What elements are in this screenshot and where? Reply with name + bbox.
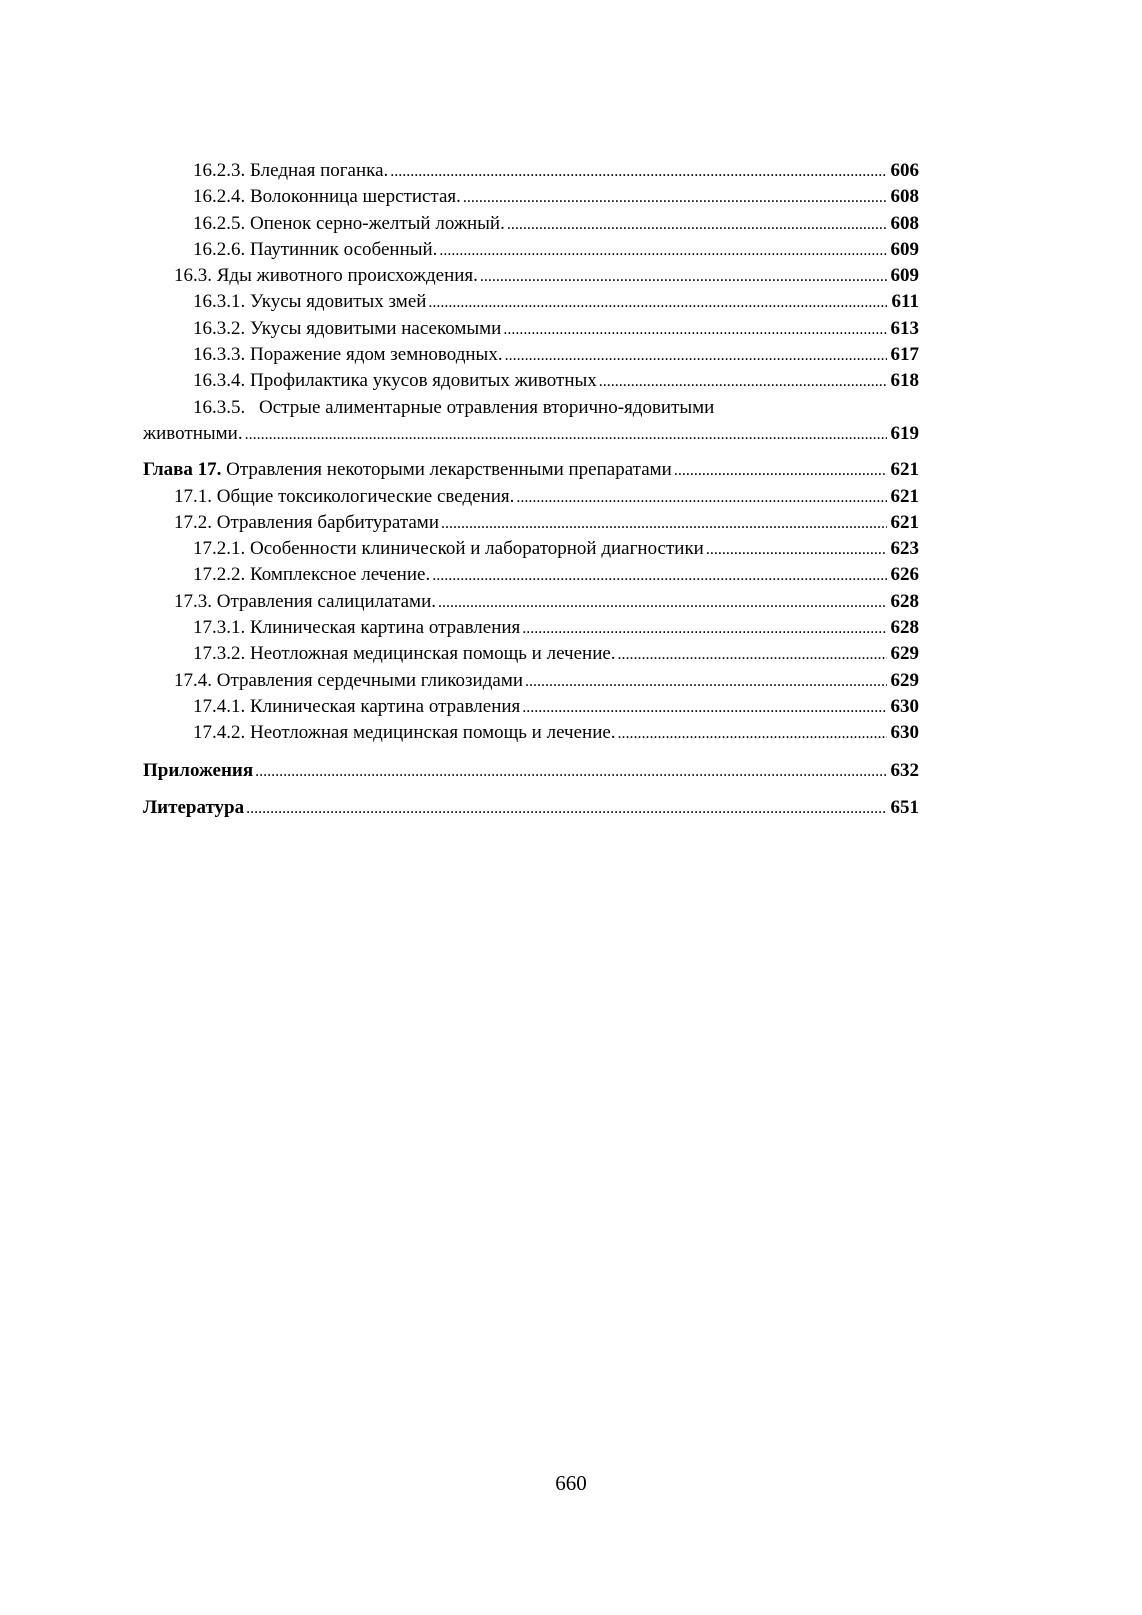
- toc-entry[interactable]: [143, 184, 919, 210]
- toc-section[interactable]: [143, 263, 919, 289]
- toc-literature[interactable]: [143, 795, 919, 821]
- toc-section-title: 16.3. Яды животного происхождения.: [174, 265, 478, 287]
- dot-leader: [674, 458, 887, 484]
- toc-entry-page: 611: [891, 291, 919, 313]
- toc-entry-title: 16.3.4. Профилактика укусов ядовитых животных: [193, 370, 597, 392]
- toc-entry-page: 606: [890, 160, 919, 181]
- toc-section-title: 17.3. Отравления салицилатами.: [174, 590, 436, 612]
- toc-entry-page: 630: [890, 722, 919, 744]
- dot-leader: [390, 159, 887, 185]
- toc-chapter-page: 621: [890, 459, 919, 481]
- toc-section-page: 609: [890, 265, 919, 287]
- toc-entry-title: 16.2.6. Паутинник особенный.: [193, 238, 438, 260]
- toc-entry-page: 619: [890, 422, 919, 444]
- toc-literature-page: 651: [890, 796, 919, 818]
- toc-entry-title: 17.2.2. Комплексное лечение.: [193, 564, 431, 586]
- dot-leader: [507, 212, 887, 238]
- toc-entry-title: 16.3.1. Укусы ядовитых змей: [193, 291, 427, 313]
- toc-entry-title: 16.3.2. Укусы ядовитыми насекомыми: [193, 317, 502, 339]
- toc-entry-title: 17.2.1. Особенности клинической и лабораторной диагностики: [193, 538, 704, 560]
- toc-section[interactable]: [143, 668, 919, 694]
- toc-entry[interactable]: [143, 694, 919, 720]
- dot-leader: [618, 642, 887, 668]
- toc-entry-title: 17.4.2. Неотложная медицинская помощь и лечение.: [193, 722, 616, 744]
- dot-leader: [706, 537, 887, 563]
- toc-appendix-title: [143, 758, 253, 784]
- dot-leader: [245, 422, 887, 448]
- toc-entry[interactable]: [143, 237, 919, 263]
- toc-entry[interactable]: [143, 536, 919, 562]
- toc-entry-title: Острые алиментарные отравления вторично-ядовитыми: [259, 396, 715, 418]
- toc-section-page: 629: [890, 669, 919, 691]
- toc-entry-title: 16.2.3. Бледная поганка.: [193, 160, 389, 181]
- toc-entry-title: 17.3.2. Неотложная медицинская помощь и лечение.: [193, 643, 616, 665]
- toc-entry-page: 628: [890, 617, 919, 639]
- toc-literature-title: [143, 795, 244, 821]
- toc-entry-wrapped-line[interactable]: [143, 395, 919, 421]
- toc-entry[interactable]: [143, 615, 919, 641]
- toc-chapter-title: [143, 457, 672, 483]
- dot-leader: [522, 695, 887, 721]
- toc-entry[interactable]: [143, 316, 919, 342]
- toc-section[interactable]: [143, 484, 919, 510]
- toc-entry-page: 608: [890, 186, 919, 208]
- dot-leader: [503, 317, 887, 343]
- toc-appendix[interactable]: [143, 758, 919, 784]
- dot-leader: [599, 369, 887, 395]
- toc-entry-title-continued: животными.: [143, 422, 243, 444]
- appendix-label: Приложения: [143, 759, 254, 781]
- dot-leader: [428, 290, 887, 316]
- toc-entry-page: 608: [890, 212, 919, 234]
- toc-entry-page: 630: [890, 695, 919, 717]
- toc-section-title: 17.1. Общие токсикологические сведения.: [174, 485, 515, 507]
- toc-entry[interactable]: [143, 562, 919, 588]
- toc-entry-title: 16.3.3. Поражение ядом земноводных.: [193, 344, 503, 366]
- chapter-label: Глава 17.: [143, 459, 222, 481]
- toc-entry[interactable]: [143, 641, 919, 667]
- dot-leader: [505, 343, 887, 369]
- toc-entry-page: 623: [890, 538, 919, 560]
- toc-entry[interactable]: [143, 368, 919, 394]
- toc-entry-title: 17.3.1. Клиническая картина отравления: [193, 617, 521, 639]
- toc-entry[interactable]: [143, 421, 919, 447]
- toc-entry[interactable]: [143, 720, 919, 746]
- dot-leader: [516, 485, 887, 511]
- toc-entry-page: 613: [890, 317, 919, 339]
- page-number: 660: [555, 1471, 587, 1495]
- dot-leader: [525, 669, 887, 695]
- dot-leader: [432, 563, 887, 589]
- toc-section[interactable]: [143, 589, 919, 615]
- dot-leader: [246, 796, 887, 822]
- toc-entry-title: 17.4.1. Клиническая картина отравления: [193, 695, 521, 717]
- dot-leader: [522, 616, 887, 642]
- toc-entry-title: 16.2.5. Опенок серно-желтый ложный.: [193, 212, 505, 234]
- dot-leader: [441, 511, 887, 537]
- toc-entry-page: 626: [890, 564, 919, 586]
- dot-leader: [480, 264, 887, 290]
- toc-entry-page: 618: [890, 370, 919, 392]
- toc-entry[interactable]: [143, 289, 919, 315]
- toc-entry[interactable]: [143, 342, 919, 368]
- table-of-contents: [143, 158, 919, 821]
- toc-section-title: 17.4. Отравления сердечными гликозидами: [174, 669, 524, 691]
- toc-entry[interactable]: [143, 211, 919, 237]
- toc-section-page: 621: [890, 485, 919, 507]
- toc-entry-number: 16.3.5.: [193, 396, 246, 418]
- toc-chapter[interactable]: [143, 457, 919, 483]
- toc-entry-page: 617: [890, 344, 919, 366]
- chapter-name: Отравления некоторыми лекарственными препаратами: [226, 459, 672, 481]
- dot-leader: [618, 721, 887, 747]
- dot-leader: [463, 185, 887, 211]
- dot-leader: [439, 238, 887, 264]
- toc-section[interactable]: [143, 510, 919, 536]
- toc-entry-page: 629: [890, 643, 919, 665]
- literature-label: Литература: [143, 796, 245, 818]
- toc-entry-page: 609: [890, 238, 919, 260]
- toc-section-page: 621: [890, 511, 919, 533]
- toc-section-title: 17.2. Отравления барбитуратами: [174, 511, 439, 533]
- toc-entry[interactable]: [143, 158, 919, 184]
- dot-leader: [255, 759, 887, 785]
- toc-appendix-page: 632: [890, 759, 919, 781]
- dot-leader: [438, 590, 887, 616]
- toc-section-page: 628: [890, 590, 919, 612]
- toc-entry-title: 16.2.4. Волоконница шерстистая.: [193, 186, 461, 208]
